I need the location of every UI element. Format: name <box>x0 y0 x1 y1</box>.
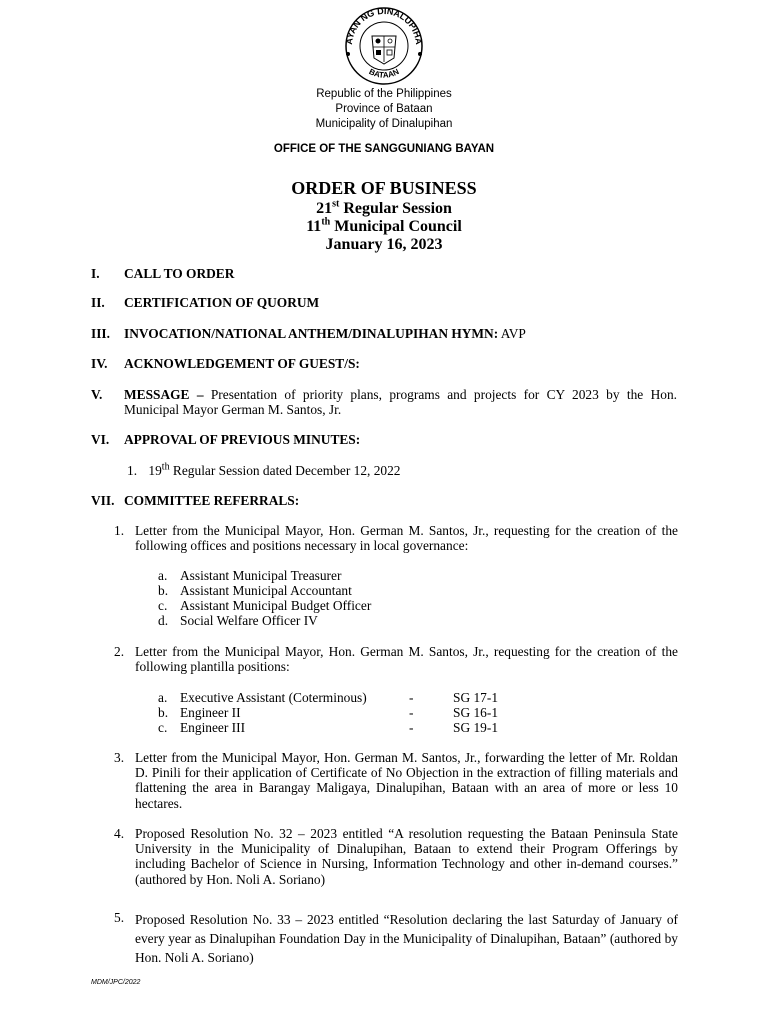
section-invocation: III. INVOCATION/NATIONAL ANTHEM/DINALUPIHAN HYMN: AVP <box>91 326 526 341</box>
referral-1-sublist: a. Assistant Municipal Treasurer b. Assistant Municipal Accountant c. Assistant Municipal Budget Officer d. Social Welfare Officer IV <box>158 568 372 628</box>
section-message: V. MESSAGE – Presentation of priority plans, programs and projects for CY 2023 by the Hon. Municipal Mayor German M. Santos, Jr. <box>91 387 677 418</box>
header-province: Province of Bataan <box>335 103 433 115</box>
seal-bottom-text: BATAAN <box>367 67 401 80</box>
previous-minutes-item: 1. 19th Regular Session dated December 12, 2022 <box>127 461 401 478</box>
section-committee-referrals: VII. COMMITTEE REFERRALS: <box>91 493 300 508</box>
referral-item-2: 2. Letter from the Municipal Mayor, Hon. German M. Santos, Jr., requesting for the creation of the following plantilla positions: <box>114 644 678 675</box>
seal-top-text: AYAN NG DINALUPIHA <box>343 6 425 46</box>
referral-item-3: 3. Letter from the Municipal Mayor, Hon. German M. Santos, Jr., forwarding the letter of Mr. Roldan D. Pinili for their application of Certificate of No Objection in the extraction of filling materials and flattening the area in Barangay Maligaya, Dinalupihan, Bataan with an area of more or less 10 hectares. <box>114 750 678 811</box>
section-previous-minutes: VI. APPROVAL OF PREVIOUS MINUTES: <box>91 432 361 447</box>
document-title: ORDER OF BUSINESS <box>291 178 477 198</box>
section-guests: IV. ACKNOWLEDGEMENT OF GUEST/S: <box>91 356 360 371</box>
footer-code: MDM/JPC/2022 <box>91 979 141 986</box>
referral-item-5: 5. Proposed Resolution No. 33 – 2023 entitled “Resolution declaring the last Saturday of January of every year as Dinalupihan Foundation Day in the Municipality of Dinalupihan, Bataan” (authored by Hon. Noli A. Soriano) <box>114 910 678 965</box>
session-line: 21st Regular Session <box>316 198 452 217</box>
session-date: January 16, 2023 <box>325 236 443 253</box>
header-municipality: Municipality of Dinalupihan <box>315 118 453 130</box>
municipal-seal <box>332 6 436 86</box>
referral-2-sublist: a. Executive Assistant (Coterminous) - SG 17-1 b. Engineer II - SG 16-1 c. Engineer III - SG 19-1 <box>158 690 499 735</box>
section-quorum: II. CERTIFICATION OF QUORUM <box>91 295 320 310</box>
referral-item-4: 4. Proposed Resolution No. 32 – 2023 entitled “A resolution requesting the Bataan Peninsula State University in the Municipality of Dinalupihan, Bataan to extend their Program Offerings by including Bachelor of Science in Nursing, Information Technology and other in-demand courses.” (authored by Hon. Noli A. Soriano) <box>114 826 678 887</box>
section-call-to-order: I. CALL TO ORDER <box>91 266 235 281</box>
referral-item-1: 1. Letter from the Municipal Mayor, Hon. German M. Santos, Jr., requesting for the creation of the following offices and positions necessary in local governance: <box>114 523 678 554</box>
office-name: OFFICE OF THE SANGGUNIANG BAYAN <box>273 143 495 155</box>
svg-text:BATAAN <box>368 67 401 80</box>
council-line: 11th Municipal Council <box>306 216 462 235</box>
header-country: Republic of the Philippines <box>316 88 452 100</box>
